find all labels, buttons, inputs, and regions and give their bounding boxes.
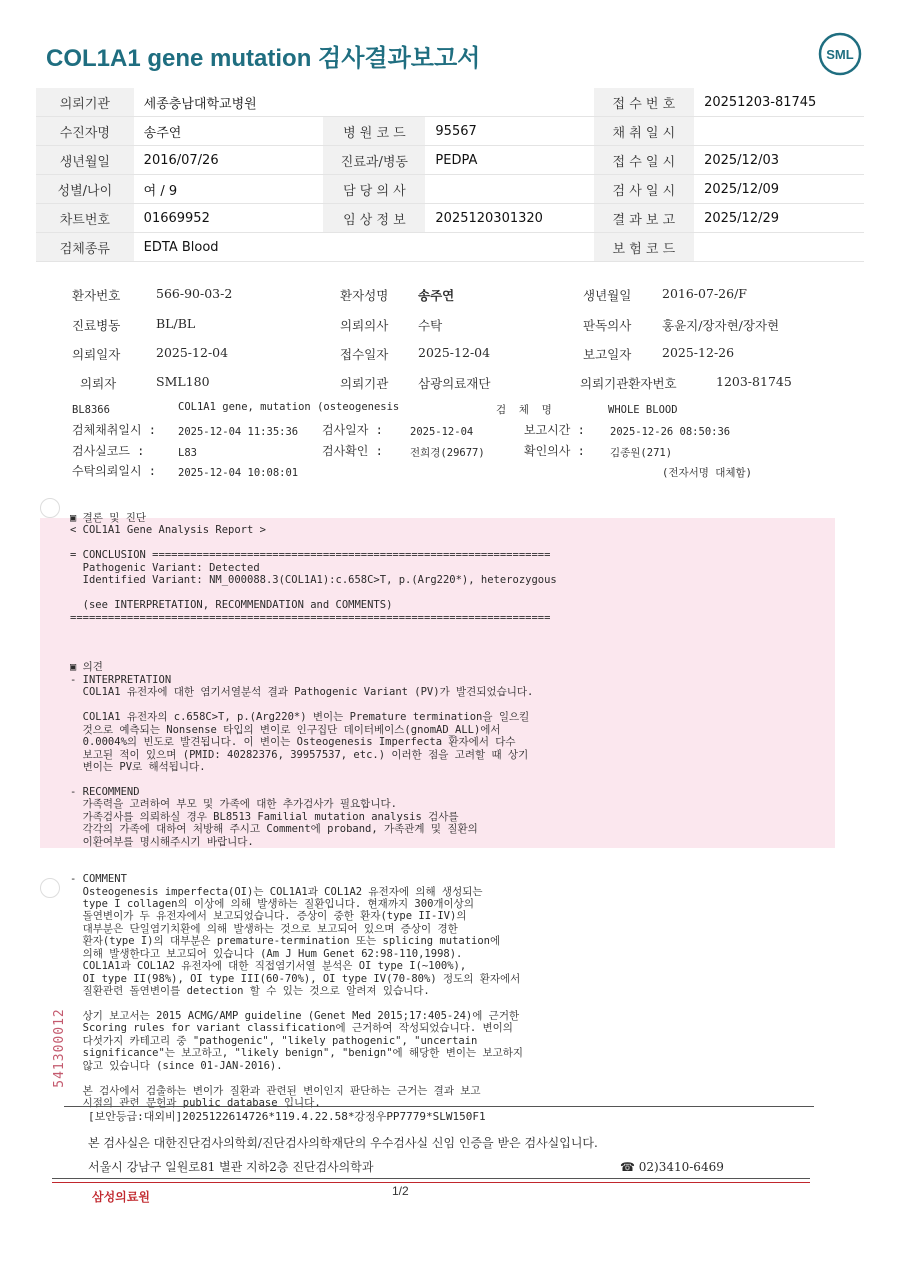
report-line: - INTERPRETATION	[70, 673, 172, 686]
report-line: Pathogenic Variant: Detected	[70, 561, 260, 574]
label: 의뢰자	[80, 376, 117, 391]
label: 보고시간 :	[524, 423, 585, 437]
report-line: 의해 발생한다고 보고되어 있습니다 (Am J Hum Genet 62:98-110,1998).	[70, 947, 463, 960]
label: 의뢰일자	[72, 347, 121, 362]
header-value: 송주연	[134, 117, 324, 146]
report-line: 질환관련 돌연변이를 detection 할 수 있는 것으로 알려져 있습니다.	[70, 985, 430, 998]
label: 의뢰기관환자번호	[580, 376, 677, 391]
footer-logo: 삼성의료원	[92, 1190, 150, 1204]
header-value: 세종충남대학교병원	[134, 88, 324, 117]
value: 전희경(29677)	[410, 447, 485, 459]
security-line: [보안등급:대외비]2025122614726*119.4.22.58*강정우PP7779*SLW150F1	[88, 1110, 486, 1123]
report-line: ▣ 의견	[70, 661, 103, 674]
value: 삼광의료재단	[418, 376, 491, 391]
svg-text:541300012: 541300012	[52, 1008, 67, 1088]
punch-hole	[40, 498, 60, 518]
header-value: 여 / 9	[134, 175, 324, 204]
report-line: 돌연변이가 두 유전자에서 보고되었습니다. 증상이 중한 환자(type II-IV)의	[70, 910, 467, 923]
test-name: COL1A1 gene, mutation (osteogenesis	[178, 401, 400, 413]
report-line: 다섯가지 카테고리 중 "pathogenic", "likely pathogenic", "uncertain	[70, 1034, 478, 1047]
header-label: 차트번호	[36, 204, 134, 233]
header-label: 임 상 정 보	[323, 204, 425, 233]
value: 2016-07-26/F	[662, 286, 747, 301]
report-line: - RECOMMEND	[70, 785, 140, 798]
report-line: = CONCLUSION ===============================================================	[70, 549, 551, 562]
specimen-value: WHOLE BLOOD	[608, 404, 678, 416]
header-value	[425, 88, 593, 117]
label: 수탁의뢰일시 :	[72, 464, 157, 478]
report-line: COL1A1과 COL1A2 유전자에 대한 직접염기서열 분석은 OI type I(~100%),	[70, 960, 467, 973]
header-row	[36, 146, 864, 175]
divider	[64, 1106, 814, 1107]
report-title: COL1A1 gene mutation 검사결과보고서	[46, 45, 481, 72]
svg-text:SML: SML	[826, 47, 854, 62]
header-value	[694, 117, 864, 146]
report-line: 본 검사에서 검출하는 변이가 질환과 관련된 변이인지 판단하는 근거는 결과 보고	[70, 1084, 481, 1097]
report-line: Osteogenesis imperfecta(OI)는 COL1A1과 COL1A2 유전자에 의해 생성되는	[70, 885, 483, 898]
report-line: 0.0004%의 빈도로 발견됩니다. 이 변이는 Osteogenesis Imperfecta 환자에서 다수	[70, 736, 516, 749]
value: SML180	[156, 374, 210, 389]
value: 2025-12-04	[156, 345, 229, 360]
report-line: 가족력을 고려하여 부모 및 가족에 대한 추가검사가 필요합니다.	[70, 798, 397, 811]
report-line: 것으로 예측되는 Nonsense 타입의 변이로 인구집단 데이터베이스(gnomAD_ALL)에서	[70, 723, 501, 736]
report-line: type I collagen의 이상에 의해 발생하는 질환입니다. 현재까지 300개이상의	[70, 897, 474, 910]
header-label: 접 수 번 호	[594, 88, 694, 117]
report-line: significance"는 보고하고, "likely benign", "benign"에 해당한 변이는 보고하지	[70, 1047, 524, 1060]
value: 1203-81745	[716, 374, 792, 389]
label: 환자성명	[340, 288, 389, 303]
scanned-report	[0, 270, 900, 1271]
report-line: 각각의 가족에 대하여 처방해 주시고 Comment에 proband, 가족관계 및 질환의	[70, 823, 478, 836]
header-value: 01669952	[134, 204, 324, 233]
sml-logo	[818, 32, 862, 76]
header-info-table	[36, 88, 864, 262]
label: 검 체 명	[496, 404, 552, 416]
header-row	[36, 233, 864, 262]
report-line: 이환여부를 명시해주시기 바랍니다.	[70, 835, 254, 848]
report-line: - COMMENT	[70, 873, 127, 886]
header-value: PEDPA	[425, 146, 593, 175]
report-line: Scoring rules for variant classification에 근거하여 작성되었습니다. 변이의	[70, 1022, 513, 1035]
report-line: COL1A1 유전자에 대한 염기서열분석 결과 Pathogenic Variant (PV)가 발견되었습니다.	[70, 686, 534, 699]
label: 의뢰기관	[340, 376, 389, 391]
header-value: 2025/12/03	[694, 146, 864, 175]
report-line: OI type II(98%), OI type III(60-70%), OI type IV(70-80%) 정도의 환자에서	[70, 972, 521, 985]
header-value	[425, 175, 593, 204]
header-row	[36, 204, 864, 233]
header-label: 진료과/병동	[323, 146, 425, 175]
report-line: 않고 있습니다 (since 01-JAN-2016).	[70, 1059, 283, 1072]
header-row	[36, 117, 864, 146]
report-line: 가족검사를 의뢰하실 경우 BL8513 Familial mutation analysis 검사를	[70, 810, 459, 823]
report-line: COL1A1 유전자의 c.658C>T, p.(Arg220*) 변이는 Premature termination을 일으킬	[70, 711, 530, 724]
header-value: EDTA Blood	[134, 233, 324, 262]
value: L83	[178, 447, 197, 459]
report-line: 대부분은 단일염기치환에 의해 발생하는 것으로 보고되어 있으며 증상이 경한	[70, 922, 458, 935]
header-value: 20251203-81745	[694, 88, 864, 117]
value: 2025-12-26 08:50:36	[610, 426, 731, 438]
header-label: 검 사 일 시	[594, 175, 694, 204]
report-line: ▣ 결론 및 진단	[70, 512, 147, 524]
report-line: 상기 보고서는 2015 ACMG/AMP guideline (Genet Med 2015;17:405-24)에 근거한	[70, 1010, 520, 1022]
label: 검사확인 :	[322, 444, 383, 458]
report-line: 시점의 관련 문헌과 public database 입니다.	[70, 1097, 321, 1110]
e-signature-note: (전자서명 대체함)	[662, 467, 752, 479]
value: 2025-12-26	[662, 345, 735, 360]
vertical-stamp-number	[48, 988, 78, 1108]
certification-text: 본 검사실은 대한진단검사의학회/진단검사의학재단의 우수검사실 신임 인증을 받은 검사실입니다.	[88, 1136, 598, 1150]
header-value: 2025/12/09	[694, 175, 864, 204]
header-label: 보 험 코 드	[594, 233, 694, 262]
header-row	[36, 175, 864, 204]
header-value	[425, 233, 593, 262]
page-number: 1/2	[392, 1184, 409, 1198]
label: 검사일자 :	[322, 423, 383, 437]
label: 검사실코드 :	[72, 444, 145, 458]
label: 환자번호	[72, 288, 121, 303]
label: 진료병동	[72, 318, 121, 333]
header-label: 결 과 보 고	[594, 204, 694, 233]
header-label: 접 수 일 시	[594, 146, 694, 175]
value: 2025-12-04	[418, 345, 491, 360]
report-line: < COL1A1 Gene Analysis Report >	[70, 524, 266, 537]
test-code: BL8366	[72, 404, 110, 416]
divider	[52, 1178, 810, 1179]
header-label: 성별/나이	[36, 175, 134, 204]
header-label: 의뢰기관	[36, 88, 134, 117]
header-label: 병 원 코 드	[323, 117, 425, 146]
value: 2025-12-04 10:08:01	[178, 467, 299, 479]
header-row	[36, 88, 864, 117]
report-line: Identified Variant: NM_000088.3(COL1A1):c.658C>T, p.(Arg220*), heterozygous	[70, 574, 557, 587]
label: 보고일자	[583, 347, 632, 362]
punch-hole	[40, 878, 60, 898]
phone-number: ☎ 02)3410-6469	[620, 1160, 724, 1174]
label: 접수일자	[340, 347, 389, 362]
value: 2025-12-04 11:35:36	[178, 426, 299, 438]
header-value: 2016/07/26	[134, 146, 324, 175]
header-label	[323, 233, 425, 262]
header-label	[323, 88, 425, 117]
report-line: 보고된 적이 있으며 (PMID: 40282376, 39957537, etc.) 이러한 점을 고려할 때 상기	[70, 748, 529, 761]
header-value: 95567	[425, 117, 593, 146]
value: 566-90-03-2	[156, 286, 233, 301]
label: 검체채취일시 :	[72, 423, 157, 437]
header-label: 수진자명	[36, 117, 134, 146]
header-label: 생년월일	[36, 146, 134, 175]
value: 김종원(271)	[610, 447, 673, 459]
value: 홍윤지/장자현/장자현	[662, 318, 780, 333]
header-label: 채 취 일 시	[594, 117, 694, 146]
header-value: 2025/12/29	[694, 204, 864, 233]
value: BL/BL	[156, 316, 196, 331]
value: 2025-12-04	[410, 426, 474, 438]
value: 송주연	[418, 288, 455, 303]
header-value	[694, 233, 864, 262]
label: 생년월일	[583, 288, 632, 303]
value: 수탁	[418, 318, 443, 333]
label: 의뢰의사	[340, 318, 389, 333]
report-line: 환자(type I)의 대부분은 premature-termination 또는 splicing mutation에	[70, 935, 501, 948]
label: 확인의사 :	[524, 444, 585, 458]
divider-red	[52, 1182, 810, 1183]
report-line: 변이는 PV로 해석됩니다.	[70, 761, 206, 773]
header-label: 검체종류	[36, 233, 134, 262]
header-value: 2025120301320	[425, 204, 593, 233]
lab-address: 서울시 강남구 일원로81 별관 지하2층 진단검사의학과	[88, 1160, 374, 1174]
report-line: (see INTERPRETATION, RECOMMENDATION and COMMENTS)	[70, 599, 393, 612]
label: 판독의사	[583, 318, 632, 333]
report-line: ============================================================================	[70, 611, 551, 624]
header-label: 담 당 의 사	[323, 175, 425, 204]
